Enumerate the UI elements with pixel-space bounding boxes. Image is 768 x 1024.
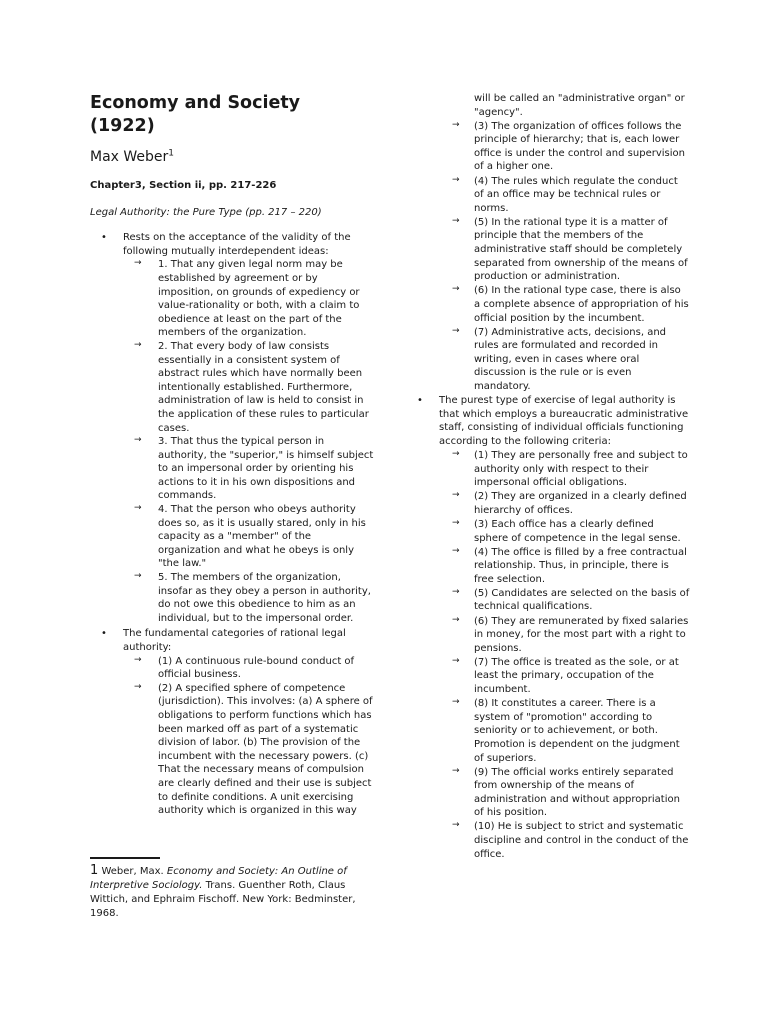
footnote-separator [90,857,160,859]
bullet-item: • Rests on the acceptance of the validity of the following mutually interdependent ideas: [90,231,375,258]
continued-text: will be called an "administrative organ" or "agency". [474,93,685,118]
section-heading: Legal Authority: the Pure Type (pp. 217 – 220) [90,206,322,218]
sub-bullet-item: → 2. That every body of law consists essentially in a consistent system of abstract rules which have normally been intentionally established. Furthermore, administration of law is held to consist in the application of these rules to particular cases. [90,340,375,435]
footnote-reference: 1 [168,148,175,159]
sub-bullet-item: → (5) Candidates are selected on the basis of technical qualifications. [415,587,690,614]
sub-bullet-item: → (4) The office is filled by a free contractual relationship. Thus, in principle, there is free selection. [415,546,690,587]
sub-bullet-item: → (9) The official works entirely separated from ownership of the means of administration and without appropriation of his position. [415,766,690,820]
sub-bullet-item: → (10) He is subject to strict and systematic discipline and control in the conduct of the office. [415,820,690,861]
right-column [415,92,690,861]
sub-bullet-item: → (7) Administrative acts, decisions, and rules are formulated and recorded in writing, even in cases where oral discussion is the rule or is even mandatory. [415,326,690,394]
sub-bullet-item: → (1) They are personally free and subject to authority only with respect to their impersonal official obligations. [415,449,690,490]
sub-bullet-item: → 1. That any given legal norm may be established by agreement or by imposition, on grounds of expediency or value-rationality or both, with a claim to obedience at least on the part of the members of the organization. [90,258,375,340]
sub-bullet-item: → 3. That thus the typical person in authority, the "superior," is himself subject to an impersonal order by orienting his actions to it in his own dispositions and commands. [90,435,375,503]
sub-bullet-item: → (6) They are remunerated by fixed salaries in money, for the most part with a right to pensions. [415,615,690,656]
sub-bullet-item: → (7) The office is treated as the sole, or at least the primary, occupation of the incumbent. [415,656,690,697]
sub-bullet-item: → 4. That the person who obeys authority does so, as it is usually stared, only in his capacity as a "member" of the organization and what he obeys is only "the law." [90,503,375,571]
footnote-number: 1 [90,863,99,878]
sub-bullet-item: → (2) They are organized in a clearly defined hierarchy of offices. [415,490,690,517]
left-column [90,92,375,818]
sub-bullet-item: → (5) In the rational type it is a matter of principle that the members of the administrative staff should be completely separated from ownership of the means of production or administration. [415,216,690,284]
sub-bullet-item: → 5. The members of the organization, insofar as they obey a person in authority, do not owe this obedience to him as an individual, but to the impersonal order. [90,571,375,625]
sub-bullet-item: → (1) A continuous rule-bound conduct of official business. [90,655,375,682]
sub-bullet-item: → (3) Each office has a clearly defined sphere of competence in the legal sense. [415,518,690,545]
sub-bullet-item: → (2) A specified sphere of competence (jurisdiction). This involves: (a) A sphere of obligations to perform functions which has been marked off as part of a systematic division of labor. (b) The provision of the incumbent with the necessary powers. (c) That the necessary means of compulsion are clearly defined and their use is subject to definite conditions. A unit exercising authority which is organized in this way [90,682,375,818]
page-title: Economy and Society (1922) [90,93,301,136]
sub-bullet-item: → (4) The rules which regulate the conduct of an office may be technical rules or norms. [415,175,690,216]
footnote: 1 Weber, Max. Economy and Society: An Outline of Interpretive Sociology. Trans. Guenther Roth, Claus Wittich, and Ephraim Fischoff. New York: Bedminster, 1968. [90,863,356,919]
author-name: Max Weber$^1$ [90,148,175,165]
bullet-item: • The fundamental categories of rational legal authority: [90,627,375,654]
footnote-book-title: Economy and Society: An Outline of Interpretive Sociology. [90,866,347,891]
sub-bullet-item: → (8) It constitutes a career. There is a system of "promotion" according to seniority or to achievement, or both. Promotion is dependent on the judgment of superiors. [415,697,690,765]
sub-bullet-item: → (6) In the rational type case, there is also a complete absence of appropriation of his official position by the incumbent. [415,284,690,325]
sub-bullet-item: → (3) The organization of offices follows the principle of hierarchy; that is, each lower office is under the control and supervision of a higher one. [415,120,690,174]
chapter-heading: Chapter3, Section ii, pp. 217-226 [90,180,277,191]
bullet-item: • The purest type of exercise of legal authority is that which employs a bureaucratic administrative staff, consisting of individual officials functioning according to the following criteria: [415,394,690,448]
